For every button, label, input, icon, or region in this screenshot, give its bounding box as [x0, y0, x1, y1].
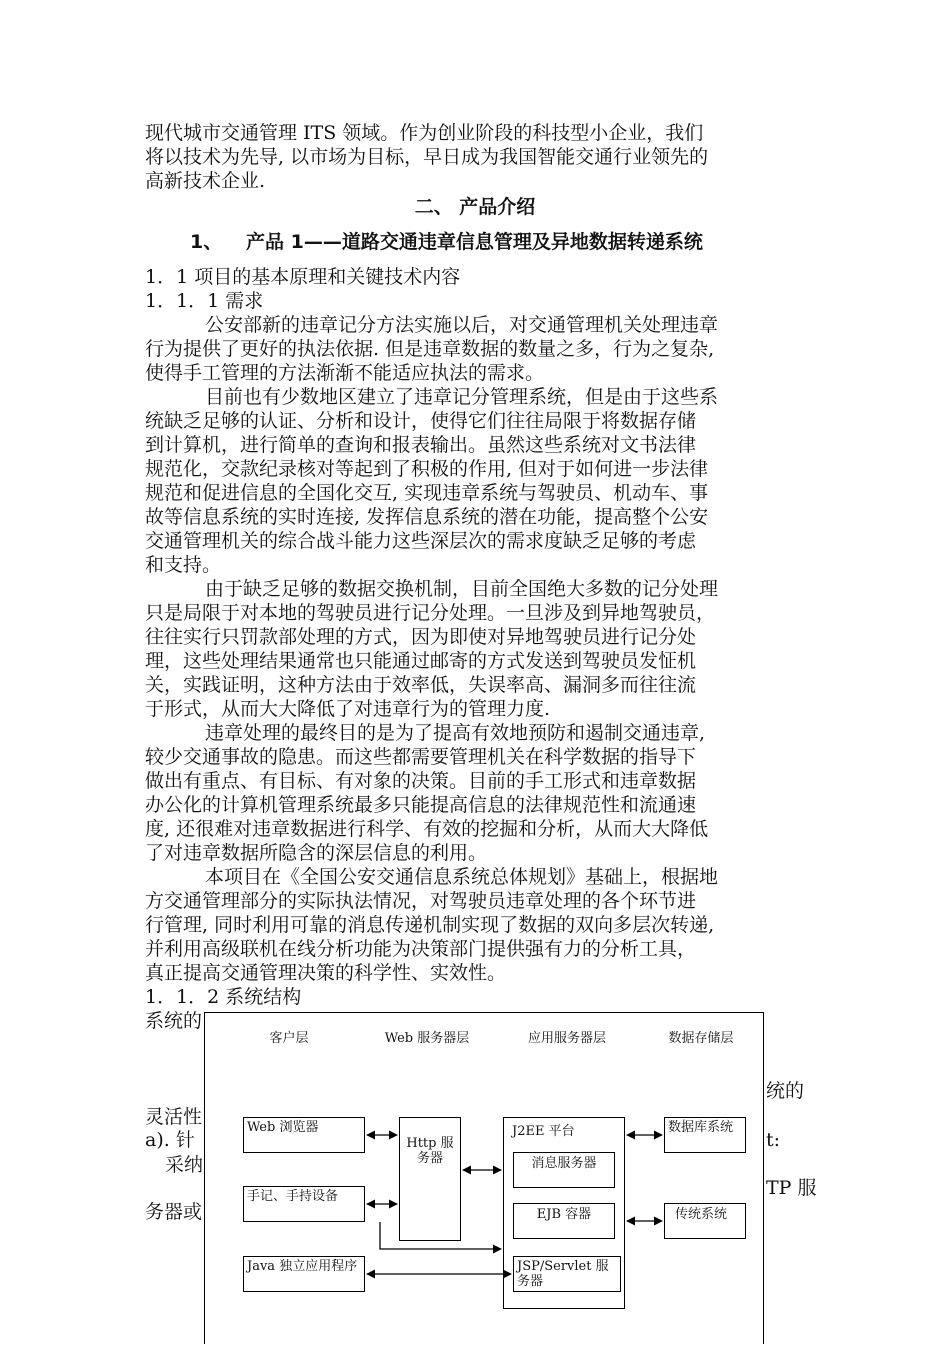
heading-1-1: 1．1 项目的基本原理和关键技术内容 — [145, 266, 461, 288]
j2ee-platform-label: J2EE 平台 — [512, 1124, 575, 1139]
para-4-line-2: 较少交通事故的隐患。而这些都需要管理机关在科学数据的指导下 — [145, 746, 697, 768]
system-architecture-diagram — [204, 1012, 764, 1344]
product-title-text: 产品 1——道路交通违章信息管理及异地数据转递系统 — [246, 231, 703, 253]
box-legacy-system: 传统系统 — [664, 1203, 746, 1239]
box-handheld-device: 手记、手持设备 — [243, 1186, 365, 1222]
box-ejb-container: EJB 容器 — [513, 1203, 615, 1239]
diagram-connectors — [205, 1013, 765, 1345]
para-1-line-3: 使得手工管理的方法渐渐不能适应执法的需求。 — [145, 362, 545, 384]
http-server-label: Http 服务器 — [406, 1136, 454, 1166]
para-2-line-7: 交通管理机关的综合战斗能力这些深层次的需求度缺乏足够的考虑 — [145, 530, 697, 552]
para-4-line-6: 了对违章数据所隐含的深层信息的利用。 — [145, 842, 488, 864]
para-4-line-3: 做出有重点、有目标、有对象的决策。目前的手工形式和违章数据 — [145, 770, 697, 792]
para-5-line-1: 本项目在《全国公安交通信息系统总体规划》基础上，根据地 — [205, 866, 719, 888]
box-jsp-servlet-server: JSP/Servlet 服务器 — [513, 1256, 621, 1292]
box-web-browser: Web 浏览器 — [243, 1117, 365, 1153]
para-2-line-4: 规范化，交款纪录核对等起到了积极的作用, 但对于如何进一步法律 — [145, 458, 709, 480]
partial-text-left-3: a). 针 — [145, 1129, 195, 1151]
para-3-line-6: 于形式，从而大大降低了对违章行为的管理力度. — [145, 698, 551, 720]
box-java-app: Java 独立应用程序 — [243, 1256, 365, 1292]
para-2-line-1: 目前也有少数地区建立了违章记分管理系统，但是由于这些系 — [205, 386, 719, 408]
box-database-system: 数据库系统 — [664, 1117, 746, 1153]
para-3-line-2: 只是局限于对本地的驾驶员进行记分处理。一旦涉及到异地驾驶员， — [145, 602, 716, 624]
partial-text-left-5: 务器或 — [145, 1201, 203, 1223]
para-4-line-1: 违章处理的最终目的是为了提高有效地预防和遏制交通违章, — [205, 722, 706, 744]
intro-line-3: 高新技术企业. — [145, 170, 266, 192]
partial-text-left-4: 采纳 — [165, 1154, 204, 1176]
heading-1-1-1: 1．1．1 需求 — [145, 290, 264, 312]
partial-text-right-2: t: — [766, 1129, 781, 1151]
para-5-line-5: 真正提高交通管理决策的科学性、实效性。 — [145, 962, 507, 984]
para-3-line-5: 关，实践证明，这种方法由于效率低，失误率高、漏洞多而往往流 — [145, 674, 697, 696]
partial-text-left-1: 系统的 — [145, 1010, 203, 1032]
product-title-number: 1、 — [190, 231, 223, 253]
layer-app-server: 应用服务器层 — [527, 1031, 606, 1046]
partial-text-right-1: 统的 — [766, 1080, 805, 1102]
intro-line-2: 将以技术为先导, 以市场为目标，早日成为我国智能交通行业领先的 — [145, 146, 709, 168]
para-2-line-8: 和支持。 — [145, 554, 222, 576]
para-2-line-2: 统缺乏足够的认证、分析和设计，使得它们往往局限于将数据存储 — [145, 410, 697, 432]
partial-text-left-2: 灵活性 — [145, 1106, 203, 1128]
para-4-line-4: 办公化的计算机管理系统最多只能提高信息的法律规范性和流通速 — [145, 794, 697, 816]
box-message-server: 消息服务器 — [513, 1152, 615, 1188]
para-3-line-4: 理，这些处理结果通常也只能通过邮寄的方式发送到驾驶员发怔机 — [145, 650, 697, 672]
partial-text-right-3: TP 服 — [766, 1177, 817, 1199]
para-1-line-1: 公安部新的违章记分方法实施以后，对交通管理机关处理违章 — [205, 314, 719, 336]
product-title — [190, 230, 830, 254]
section-title: 二、 产品介绍 — [414, 196, 536, 218]
para-5-line-3: 行管理, 同时利用可靠的消息传递机制实现了数据的双向多层次转递, — [145, 914, 715, 936]
layer-client: 客户层 — [269, 1031, 309, 1046]
heading-1-1-2: 1．1．2 系统结构 — [145, 986, 302, 1008]
para-3-line-1: 由于缺乏足够的数据交换机制，目前全国绝大多数的记分处理 — [205, 578, 719, 600]
para-5-line-4: 并利用高级联机在线分析功能为决策部门提供强有力的分析工具， — [145, 938, 697, 960]
para-2-line-3: 到计算机，进行简单的查询和报表输出。虽然这些系统对文书法律 — [145, 434, 697, 456]
para-5-line-2: 方交通管理部分的实际执法情况，对驾驶员违章处理的各个环节进 — [145, 890, 697, 912]
para-3-line-3: 往往实行只罚款部处理的方式，因为即使对异地驾驶员进行记分处 — [145, 626, 697, 648]
intro-line-1: 现代城市交通管理 ITS 领域。作为创业阶段的科技型小企业，我们 — [145, 122, 704, 144]
para-1-line-2: 行为提供了更好的执法依据. 但是违章数据的数量之多，行为之复杂, — [145, 338, 715, 360]
para-4-line-5: 度, 还很难对违章数据进行科学、有效的挖掘和分析，从而大大降低 — [145, 818, 709, 840]
layer-web-server: Web 服务器层 — [384, 1031, 470, 1046]
arrow-handheld-jsp — [380, 1222, 501, 1249]
para-2-line-6: 故等信息系统的实时连接, 发挥信息系统的潜在功能，提高整个公安 — [145, 506, 709, 528]
para-2-line-5: 规范和促进信息的全国化交互, 实现违章系统与驾驶员、机动车、事 — [145, 482, 709, 504]
layer-data-storage: 数据存储层 — [668, 1031, 734, 1046]
